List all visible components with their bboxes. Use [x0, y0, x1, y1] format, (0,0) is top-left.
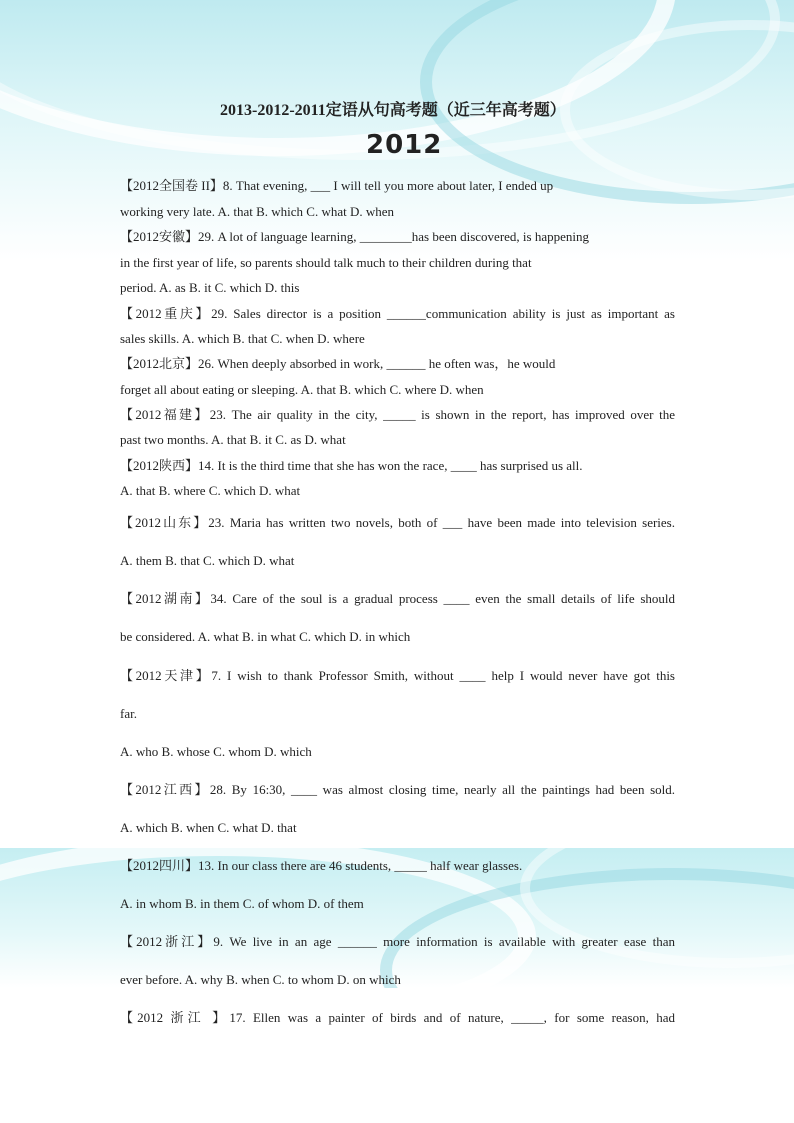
question-line: 【2012浙江】9. We live in an age ______ more information is available with greater ease than — [120, 934, 675, 949]
options-line: A. them B. that C. which D. what — [120, 553, 295, 568]
document-title: 2013-2012-2011定语从句高考题（近三年高考题） — [220, 102, 566, 119]
options-line: be considered. A. what B. in what C. which D. in which — [120, 629, 411, 644]
question-line: 【2012全国卷 II】8. That evening, ___ I will tell you more about later, I ended up — [120, 178, 554, 193]
question-line: 【2012山东】23. Maria has written two novels, both of ___ have been made into television series. — [120, 515, 675, 530]
question-line: 【2012江西】28. By 16:30, ____ was almost closing time, nearly all the paintings had been sold. — [120, 782, 675, 797]
question-line: 【2012天津】7. I wish to thank Professor Smith, without ____ help I would never have got this — [120, 668, 675, 683]
options-line: A. that B. where C. which D. what — [120, 483, 301, 498]
question-line: in the first year of life, so parents should talk much to their children during that — [120, 255, 532, 270]
options-line: sales skills. A. which B. that C. when D. where — [120, 331, 365, 346]
options-line: A. who B. whose C. whom D. which — [120, 744, 312, 759]
options-line: A. which B. when C. what D. that — [120, 820, 297, 835]
options-line: ever before. A. why B. when C. to whom D. on which — [120, 972, 401, 987]
question-line: 【2012陕西】14. It is the third time that she has won the race, ____ has surprised us all. — [120, 458, 583, 473]
question-line: far. — [120, 706, 137, 721]
options-line: working very late. A. that B. which C. what D. when — [120, 204, 395, 219]
options-line: past two months. A. that B. it C. as D. what — [120, 432, 346, 447]
question-line: 【2012 浙江 】17. Ellen was a painter of birds and of nature, _____, for some reason, had — [120, 1010, 675, 1025]
question-line: 【2012四川】13. In our class there are 46 students, _____ half wear glasses. — [120, 858, 523, 873]
year-heading: 2012 — [366, 130, 443, 160]
question-line: 【2012湖南】34. Care of the soul is a gradual process ____ even the small details of life should — [120, 591, 675, 606]
question-line: 【2012重庆】29. Sales director is a position ______communication ability is just as important as — [120, 306, 675, 321]
question-line: 【2012安徽】29. A lot of language learning, ________has been discovered, is happening — [120, 229, 589, 244]
options-line: forget all about eating or sleeping. A. that B. which C. where D. when — [120, 382, 484, 397]
options-line: period. A. as B. it C. which D. this — [120, 280, 300, 295]
options-line: A. in whom B. in them C. of whom D. of them — [120, 896, 364, 911]
question-line: 【2012福建】23. The air quality in the city, _____ is shown in the report, has improved over the — [120, 407, 675, 422]
question-line: 【2012北京】26. When deeply absorbed in work, ______ he often was，he would — [120, 356, 556, 371]
